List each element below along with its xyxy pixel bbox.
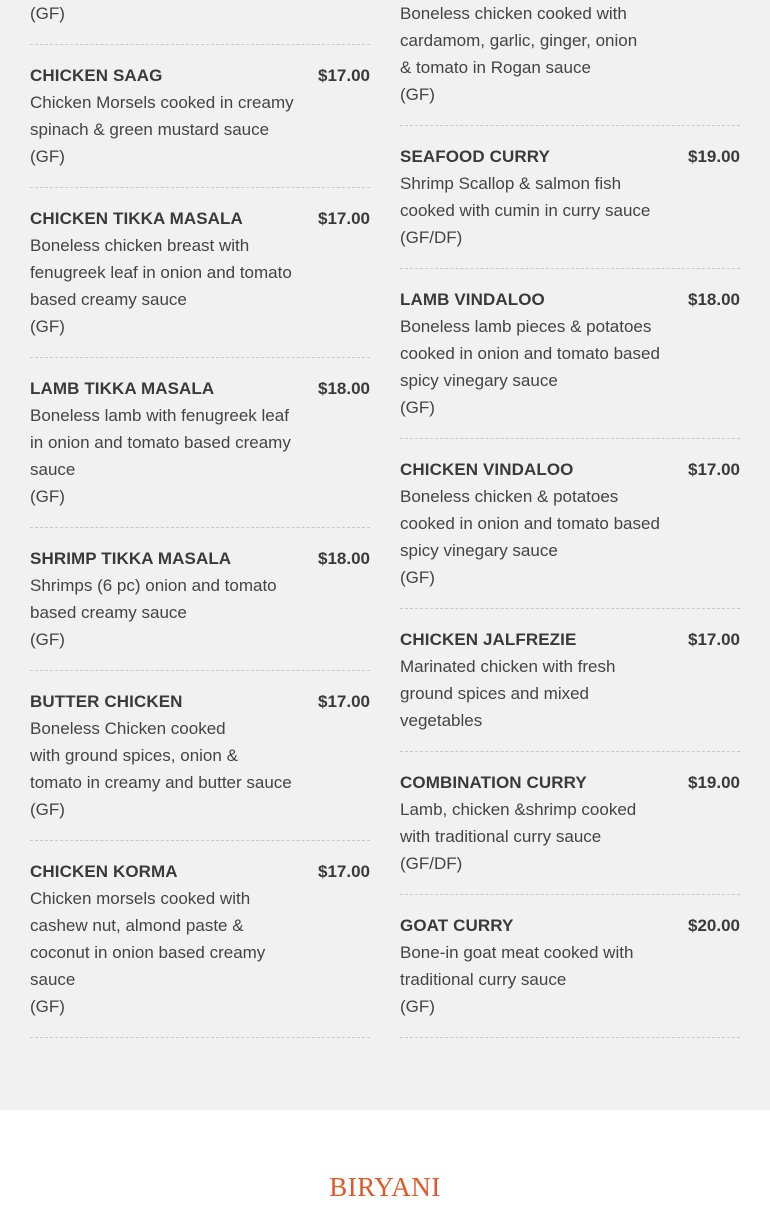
item-price: $17.00 [318, 692, 370, 711]
description-line: Boneless chicken & potatoes [400, 487, 619, 506]
menu-item [400, 895, 740, 1038]
dietary-tag: (GF/DF) [400, 854, 463, 873]
description-line: traditional curry sauce [400, 970, 567, 989]
item-name: LAMB TIKKA MASALA [30, 379, 215, 398]
dietary-tag: (GF) [400, 85, 435, 104]
menu-item-header [400, 769, 740, 796]
item-price: $17.00 [318, 66, 370, 85]
item-name: LAMB VINDALOO [400, 290, 545, 309]
item-price: $19.00 [688, 773, 740, 792]
description-line: spicy vinegary sauce [400, 541, 558, 560]
item-description [30, 89, 300, 143]
description-line: in onion and tomato based creamy [30, 433, 291, 452]
dietary-tag: (GF) [30, 630, 65, 649]
menu-column-right [400, 0, 740, 1038]
item-price: $19.00 [688, 147, 740, 166]
menu-item [400, 126, 740, 269]
menu-item-header [30, 858, 370, 885]
dietary-tag: (GF) [400, 568, 435, 587]
description-line: Marinated chicken with fresh [400, 657, 616, 676]
item-description [30, 402, 300, 483]
menu-item-header [30, 375, 370, 402]
item-description [400, 653, 670, 734]
menu-item-header [30, 205, 370, 232]
description-line: Boneless lamb pieces & potatoes [400, 317, 652, 336]
item-description [30, 572, 300, 626]
description-line: Boneless lamb with fenugreek leaf [30, 406, 289, 425]
item-price: $20.00 [688, 916, 740, 935]
description-line: based creamy sauce [30, 603, 187, 622]
description-line: Shrimps (6 pc) onion and tomato [30, 576, 277, 595]
menu-item-header [400, 286, 740, 313]
menu-item [30, 188, 370, 358]
description-line: with ground spices, onion & [30, 746, 238, 765]
description-line: cooked with cumin in curry sauce [400, 201, 651, 220]
item-price: $18.00 [318, 549, 370, 568]
menu-item-header [400, 143, 740, 170]
menu-item-header [400, 626, 740, 653]
item-name: GOAT CURRY [400, 916, 514, 935]
description-line: Lamb, chicken &shrimp cooked [400, 800, 637, 819]
item-price: $17.00 [688, 630, 740, 649]
item-description [400, 170, 670, 224]
dietary-tag: (GF/DF) [400, 228, 463, 247]
item-name: SHRIMP TIKKA MASALA [30, 549, 232, 568]
description-line: cardamom, garlic, ginger, onion [400, 31, 638, 50]
item-price: $17.00 [318, 209, 370, 228]
dietary-tag: (GF) [30, 997, 65, 1016]
description-line: fenugreek leaf in onion and tomato [30, 263, 292, 282]
item-price: $18.00 [688, 290, 740, 309]
item-price: $17.00 [688, 460, 740, 479]
dietary-tag: (GF) [400, 398, 435, 417]
menu-item-header [30, 62, 370, 89]
dietary-tag: (GF) [30, 147, 65, 166]
dietary-tag: (GF) [30, 800, 65, 819]
item-description [400, 796, 670, 850]
item-name: COMBINATION CURRY [400, 773, 587, 792]
item-name: CHICKEN JALFREZIE [400, 630, 577, 649]
item-description [30, 232, 300, 313]
description-line: Chicken Morsels cooked in creamy [30, 93, 294, 112]
item-price: $18.00 [318, 379, 370, 398]
item-description [400, 483, 670, 564]
description-line: Boneless Chicken cooked [30, 719, 226, 738]
menu-item-header [400, 456, 740, 483]
menu-item [30, 45, 370, 188]
description-line: vegetables [400, 711, 483, 730]
item-description [30, 885, 300, 993]
item-name: CHICKEN VINDALOO [400, 460, 574, 479]
menu-item-header [30, 545, 370, 572]
item-description [30, 715, 300, 796]
menu-item [30, 358, 370, 528]
description-line: Bone-in goat meat cooked with [400, 943, 634, 962]
menu-item [30, 528, 370, 671]
item-name: SEAFOOD CURRY [400, 147, 550, 166]
menu-item-header [30, 688, 370, 715]
description-line: Boneless chicken cooked with [400, 4, 627, 23]
item-description [400, 313, 670, 394]
menu-item [30, 671, 370, 841]
item-description [400, 939, 670, 993]
description-line: with traditional curry sauce [400, 827, 602, 846]
description-line: sauce [30, 460, 76, 479]
menu-item [400, 439, 740, 609]
dietary-tag: (GF) [30, 317, 65, 336]
description-line: ground spices and mixed [400, 684, 590, 703]
description-line: spinach & green mustard sauce [30, 120, 270, 139]
dietary-tag: (GF) [30, 487, 65, 506]
dietary-tag: (GF) [400, 997, 435, 1016]
dietary-tag: (GF) [30, 4, 65, 23]
item-description [400, 0, 670, 81]
item-name: BUTTER CHICKEN [30, 692, 183, 711]
menu-item [30, 841, 370, 1038]
description-line: Shrimp Scallop & salmon fish [400, 174, 622, 193]
description-line: tomato in creamy and butter sauce [30, 773, 292, 792]
menu-column-left [30, 0, 370, 1038]
item-name: CHICKEN KORMA [30, 862, 178, 881]
item-name: CHICKEN TIKKA MASALA [30, 209, 243, 228]
item-price: $17.00 [318, 862, 370, 881]
menu-item [400, 609, 740, 752]
description-line: cashew nut, almond paste & [30, 916, 244, 935]
menu-item [400, 752, 740, 895]
description-line: sauce [30, 970, 76, 989]
description-line: Boneless chicken breast with [30, 236, 250, 255]
menu-item-continued [30, 0, 370, 45]
menu-item-header [400, 912, 740, 939]
description-line: & tomato in Rogan sauce [400, 58, 591, 77]
menu-item-continued [400, 0, 740, 126]
description-line: coconut in onion based creamy [30, 943, 266, 962]
biryani-section [0, 1110, 770, 1211]
description-line: spicy vinegary sauce [400, 371, 558, 390]
section-title: BIRYANI [329, 1172, 441, 1202]
description-line: based creamy sauce [30, 290, 187, 309]
item-name: CHICKEN SAAG [30, 66, 163, 85]
description-line: cooked in onion and tomato based [400, 344, 660, 363]
description-line: Chicken morsels cooked with [30, 889, 251, 908]
description-line: cooked in onion and tomato based [400, 514, 660, 533]
menu-item [400, 269, 740, 439]
